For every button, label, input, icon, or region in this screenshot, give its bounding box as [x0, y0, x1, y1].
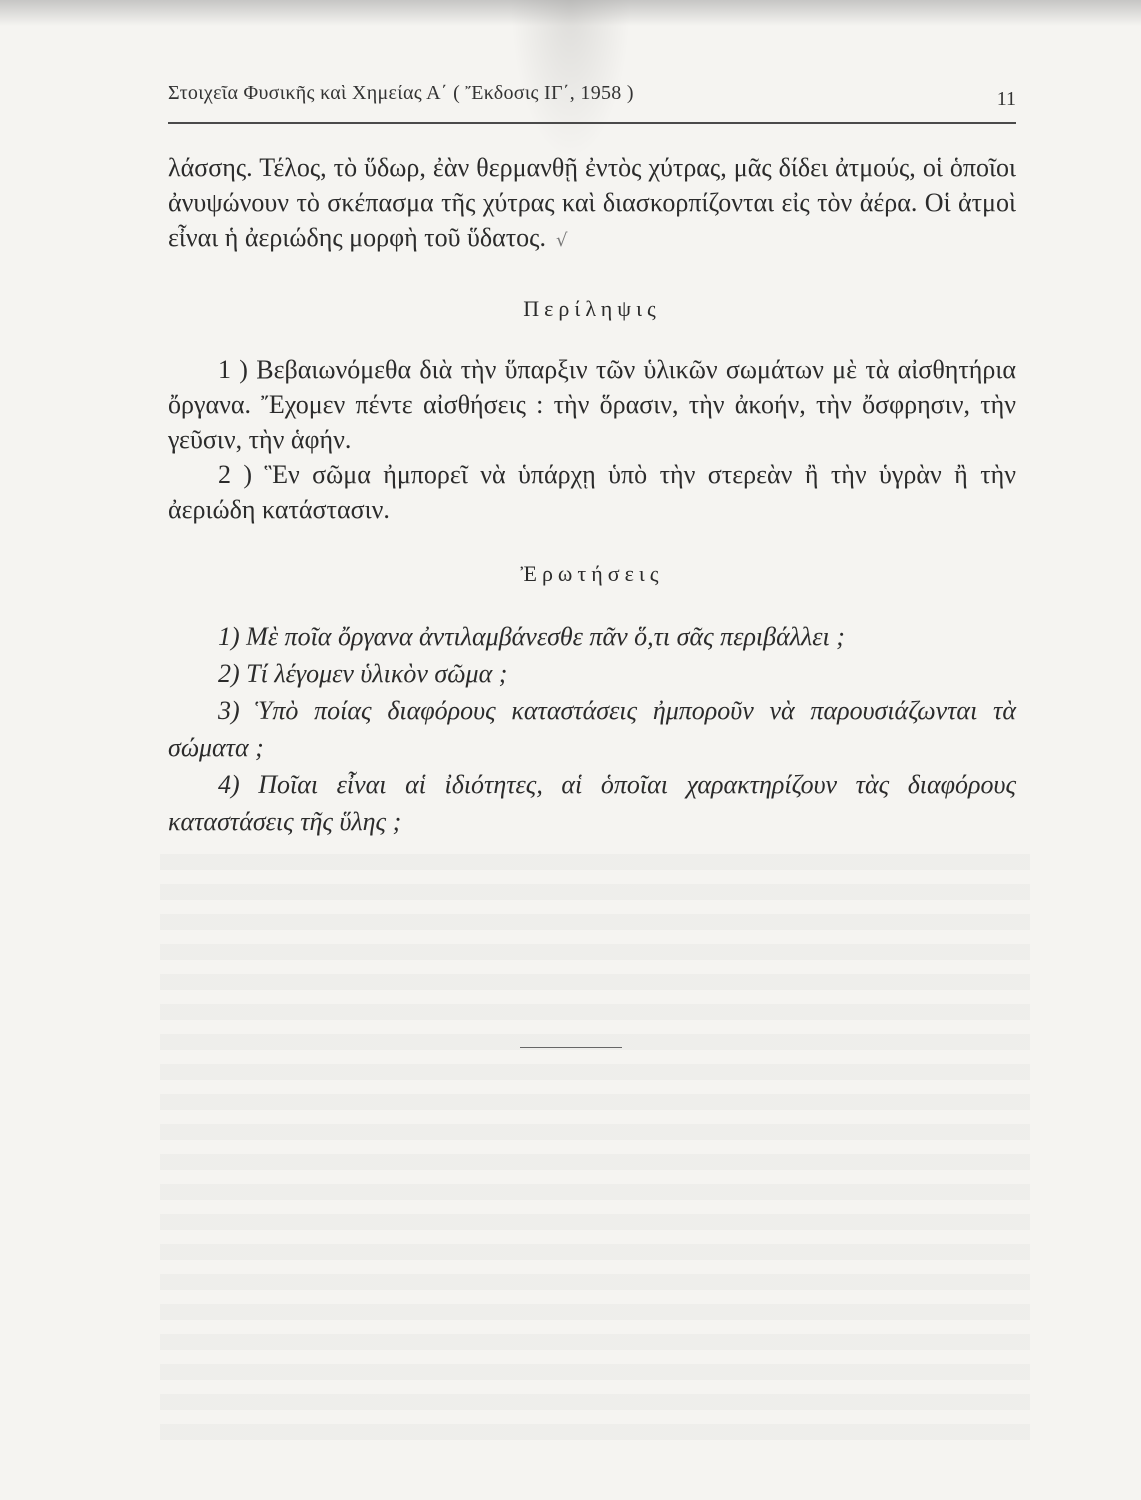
- summary-item: 2 ) Ἓν σῶμα ἠμπορεῖ νὰ ὑπάρχῃ ὑπὸ τὴν στερεὰν ἢ τὴν ὑγρὰν ἢ τὴν ἀεριώδη κατάστασιν.: [168, 460, 1016, 524]
- section-divider: [520, 1047, 622, 1048]
- question-item: 2) Τί λέγομεν ὑλικὸν σῶμα ;: [218, 659, 508, 688]
- summary-heading: Περίληψις: [523, 296, 661, 321]
- running-header: [168, 82, 1018, 122]
- intro-paragraph: [168, 150, 1016, 258]
- summary-item: 1 ) Βεβαιωνόμεθα διὰ τὴν ὕπαρξιν τῶν ὑλικῶν σωμάτων μὲ τὰ αἰσθητήρια ὄργανα. Ἔχομεν πέντε αἰσθήσεις : τὴν ὅρασιν, τὴν ἀκοήν, τὴν ὄσφρησιν, τὴν γεῦσιν, τὴν ἁφήν.: [168, 355, 1016, 454]
- scan-shadow: [0, 0, 1141, 26]
- header-rule: [168, 122, 1016, 124]
- question-item: 4) Ποῖαι εἶναι αἱ ἰδιότητες, αἱ ὁποῖαι χαρακτηρίζουν τὰς διαφόρους καταστάσεις τῆς ὕλης ;: [168, 770, 1016, 836]
- intro-text: λάσσης. Τέλος, τὸ ὕδωρ, ἐὰν θερμανθῇ ἐντὸς χύτρας, μᾶς δίδει ἀτμούς, οἱ ὁποῖοι ἀνυψώνουν τὸ σκέπασμα τῆς χύτρας καὶ διασκορπίζονται εἰς τὸν ἀέρα. Οἱ ἀτμοὶ εἶναι ἡ ἀεριώδης μορφὴ τοῦ ὕδατος.: [168, 153, 1016, 252]
- check-mark-icon: √: [555, 230, 568, 251]
- page-number: 11: [996, 88, 1016, 110]
- show-through-texture: [160, 840, 1030, 1440]
- question-item: 3) Ὑπὸ ποίας διαφόρους καταστάσεις ἠμποροῦν νὰ παρουσιάζωνται τὰ σώματα ;: [168, 696, 1016, 762]
- questions-heading: Ἐρωτήσεις: [520, 561, 664, 586]
- question-item: 1) Μὲ ποῖα ὄργανα ἀντιλαμβάνεσθε πᾶν ὅ,τι σᾶς περιβάλλει ;: [218, 622, 845, 651]
- summary-section: [168, 352, 1016, 527]
- questions-section: [168, 618, 1016, 840]
- header-title: Στοιχεῖα Φυσικῆς καὶ Χημείας Α΄ ( Ἔκδοσις ΙΓ΄, 1958 ): [168, 82, 634, 104]
